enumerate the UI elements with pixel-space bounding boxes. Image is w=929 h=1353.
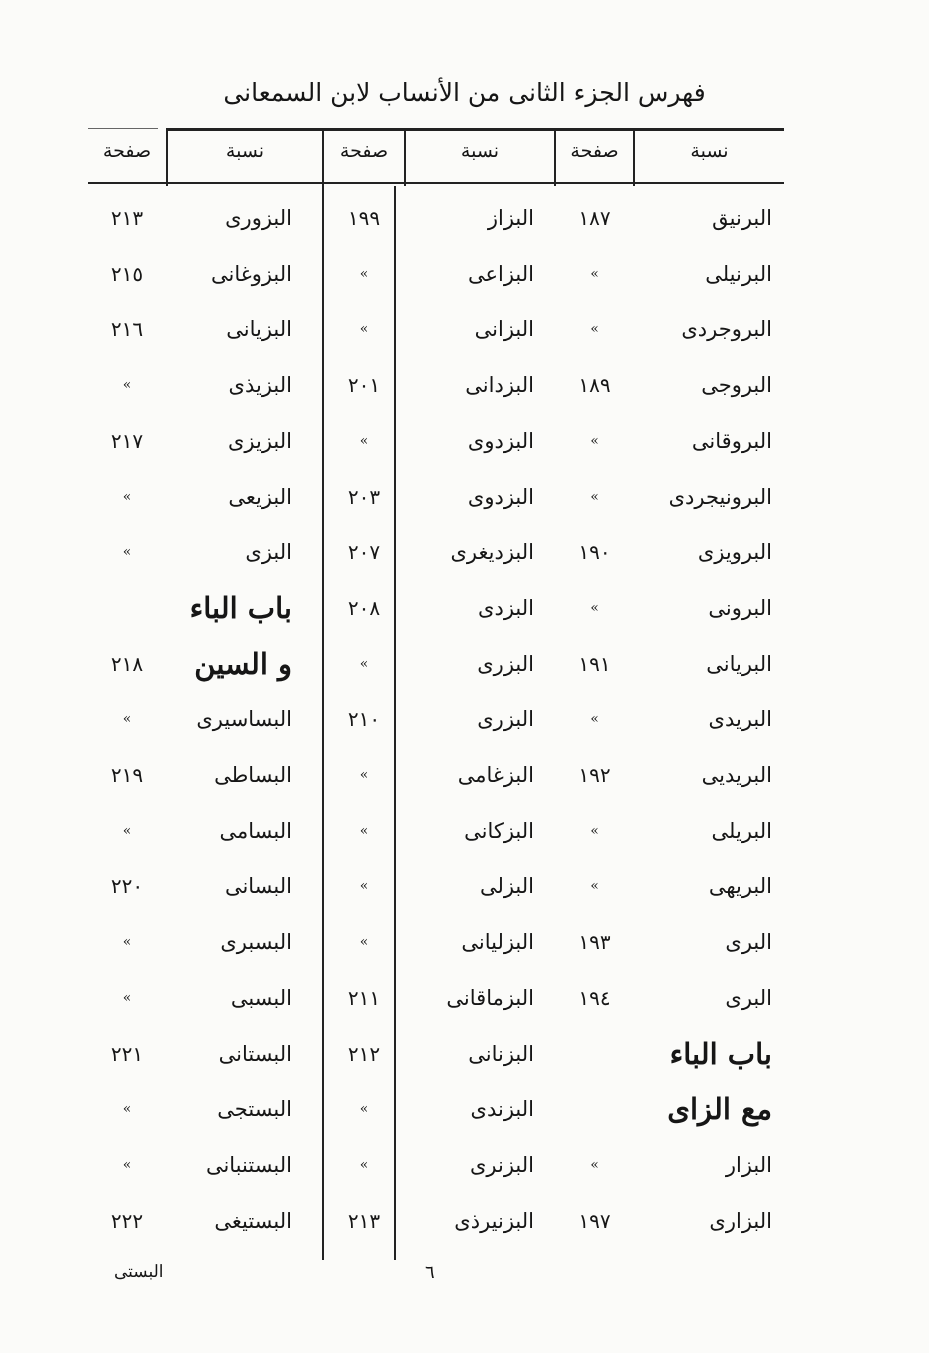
nisba-entry: البزنرى xyxy=(469,1152,534,1177)
column-right-pages xyxy=(556,128,633,1260)
column-left-names xyxy=(168,128,322,1260)
page-ref: ٢٠٨ xyxy=(347,595,381,620)
page-ref xyxy=(556,1081,633,1137)
page-ref: ٢١٣ xyxy=(110,206,144,230)
page-ref: ٢١٧ xyxy=(110,428,144,453)
nisba-entry: البزلى xyxy=(479,874,534,899)
ditto-mark: » xyxy=(122,488,132,505)
nisba-entry: البزار xyxy=(725,1152,772,1177)
ditto-mark: » xyxy=(122,377,132,394)
nisba-entry: البزيزى xyxy=(227,428,292,453)
page-ref: ٢١٨ xyxy=(110,651,144,676)
nisba-entry: البزانى xyxy=(474,317,534,342)
ditto-mark: » xyxy=(590,432,599,449)
page-ref xyxy=(556,1026,633,1082)
page-ref: ٢٠٧ xyxy=(347,540,381,565)
nisba-entry: البريانى xyxy=(706,651,772,676)
nisba-entry: البزاعى xyxy=(467,261,534,286)
page-ref: ٢٢٢ xyxy=(110,1208,144,1233)
nisba-entry: البزرى xyxy=(477,707,534,732)
nisba-entry: البسبرى xyxy=(220,930,292,955)
ditto-mark: » xyxy=(359,432,369,449)
ditto-mark: » xyxy=(122,544,132,561)
ditto-mark: » xyxy=(359,1156,369,1173)
index-table xyxy=(88,128,784,1260)
nisba-entry: البرنيلى xyxy=(705,261,772,286)
nisba-entry: البستيغى xyxy=(214,1208,292,1233)
page-ref: ١٩١ xyxy=(578,651,611,676)
nisba-entry: البزوغانى xyxy=(210,261,292,286)
ditto-mark: » xyxy=(122,711,132,728)
nisba-entry: البزنانى xyxy=(468,1041,534,1066)
nisba-entry: البرويزى xyxy=(697,540,772,565)
nisba-entry: البزرى xyxy=(477,651,534,676)
page-title: فهرس الجزء الثانى من الأنساب لابن السمعانى xyxy=(223,78,706,107)
ditto-mark: » xyxy=(359,655,369,672)
nisba-entry: البسانى xyxy=(224,874,292,899)
page-ref: ٢٢٠ xyxy=(110,874,144,899)
nisba-entry: البرى xyxy=(725,985,772,1010)
page-ref: ٢١٥ xyxy=(110,261,144,286)
ditto-mark: » xyxy=(122,989,132,1006)
nisba-entry: البزغامى xyxy=(457,763,534,787)
page-ref: ١٩٤ xyxy=(578,985,611,1010)
nisba-entry: البستنبانى xyxy=(205,1152,292,1177)
nisba-entry: البزيذى xyxy=(228,373,292,398)
nisba-entry: البزدى xyxy=(478,595,534,620)
section-heading: باب الباء xyxy=(189,590,292,625)
ditto-mark: » xyxy=(590,1156,599,1173)
nisba-entry: البزديغرى xyxy=(450,540,534,565)
page-ref: ١٩٢ xyxy=(578,763,611,787)
page-header: صفحة xyxy=(102,140,152,162)
nisba-entry: البرنيق xyxy=(712,206,772,230)
nisba-entry: البزكانى xyxy=(464,818,534,843)
page-ref xyxy=(88,580,166,636)
ditto-mark: » xyxy=(590,265,599,282)
nisba-entry: البزدوى xyxy=(467,484,534,509)
ditto-mark: » xyxy=(359,822,369,839)
nisba-header: نسبة xyxy=(225,140,265,162)
column-left-pages xyxy=(88,128,166,1260)
nisba-entry: البزماقانى xyxy=(446,985,534,1010)
section-heading: باب الباء xyxy=(669,1036,772,1071)
nisba-entry: البستانى xyxy=(218,1041,292,1066)
page-ref: ٢١١ xyxy=(347,985,381,1010)
nisba-entry: البزندى xyxy=(470,1097,534,1122)
nisba-entry: البزيعى xyxy=(228,484,292,509)
page-header: صفحة xyxy=(570,140,619,162)
nisba-header: نسبة xyxy=(690,140,729,162)
nisba-entry: البرونيجردى xyxy=(668,484,772,509)
ditto-mark: » xyxy=(359,934,369,951)
column-mid-pages xyxy=(324,128,404,1260)
page-ref: ٢١٠ xyxy=(347,707,381,732)
column-right-names xyxy=(635,128,784,1260)
page-ref: ٢٠٣ xyxy=(347,484,381,509)
page-ref: ٢١٣ xyxy=(347,1208,381,1233)
ditto-mark: » xyxy=(122,822,132,839)
nisba-entry: البزدانى xyxy=(465,373,534,398)
ditto-mark: » xyxy=(359,321,369,338)
ditto-mark: » xyxy=(122,1156,132,1173)
nisba-entry: البريديى xyxy=(701,763,772,787)
page-ref: ١٩٧ xyxy=(578,1208,611,1233)
ditto-mark: » xyxy=(590,711,599,728)
ditto-mark: » xyxy=(590,599,599,616)
ditto-mark: » xyxy=(590,822,599,839)
nisba-entry: البزورى xyxy=(225,206,292,230)
ditto-mark: » xyxy=(590,878,599,895)
page-ref: ١٩٣ xyxy=(578,930,611,955)
page-header: صفحة xyxy=(339,140,389,162)
nisba-entry: البزيانى xyxy=(226,317,292,342)
page-ref: ١٨٩ xyxy=(578,373,611,398)
page-ref: ١٨٧ xyxy=(578,206,611,230)
nisba-entry: البسامى xyxy=(219,818,292,843)
section-heading: مع الزاى xyxy=(667,1092,772,1127)
nisba-entry: البساسيرى xyxy=(196,707,292,732)
page-ref: ٢١٢ xyxy=(347,1041,381,1066)
nisba-entry: البزدوى xyxy=(467,428,534,453)
page-ref: ١٩٩ xyxy=(347,206,381,230)
ditto-mark: » xyxy=(590,488,599,505)
page-ref: ٢٠١ xyxy=(347,373,381,398)
nisba-entry: البزارى xyxy=(709,1208,772,1233)
nisba-entry: البروجردى xyxy=(681,317,772,342)
page-ref: ٢٢١ xyxy=(110,1041,144,1066)
page-number: ٦ xyxy=(425,1262,435,1283)
nisba-entry: البريهى xyxy=(708,874,772,899)
ditto-mark: » xyxy=(359,767,369,783)
nisba-entry: البروجى xyxy=(701,373,772,398)
nisba-entry: البروقانى xyxy=(691,428,772,453)
ditto-mark: » xyxy=(359,878,369,895)
ditto-mark: » xyxy=(359,1101,369,1118)
nisba-header: نسبة xyxy=(460,140,500,162)
nisba-entry: البزنيرذى xyxy=(454,1208,534,1233)
nisba-entry: البستجى xyxy=(217,1097,292,1122)
page-ref: ١٩٠ xyxy=(578,540,611,565)
nisba-entry: البزاز xyxy=(487,206,534,230)
ditto-mark: » xyxy=(359,265,369,282)
ditto-mark: » xyxy=(122,1101,132,1118)
nisba-entry: البساطى xyxy=(214,763,292,787)
nisba-entry: البريلى xyxy=(711,818,772,843)
catchword: البستى xyxy=(114,1262,164,1282)
column-mid-names xyxy=(406,128,554,1260)
ditto-mark: » xyxy=(122,934,132,951)
nisba-entry: البزى xyxy=(245,540,292,565)
nisba-entry: البسبى xyxy=(230,985,292,1010)
nisba-entry: البريدى xyxy=(708,707,772,732)
page-ref: ٢١٩ xyxy=(110,763,144,787)
nisba-entry: البزليانى xyxy=(461,930,534,955)
section-heading: و السين xyxy=(194,646,292,681)
ditto-mark: » xyxy=(590,321,599,338)
nisba-entry: البرى xyxy=(725,930,772,955)
nisba-entry: البرونى xyxy=(708,595,772,620)
page-ref: ٢١٦ xyxy=(110,317,144,342)
